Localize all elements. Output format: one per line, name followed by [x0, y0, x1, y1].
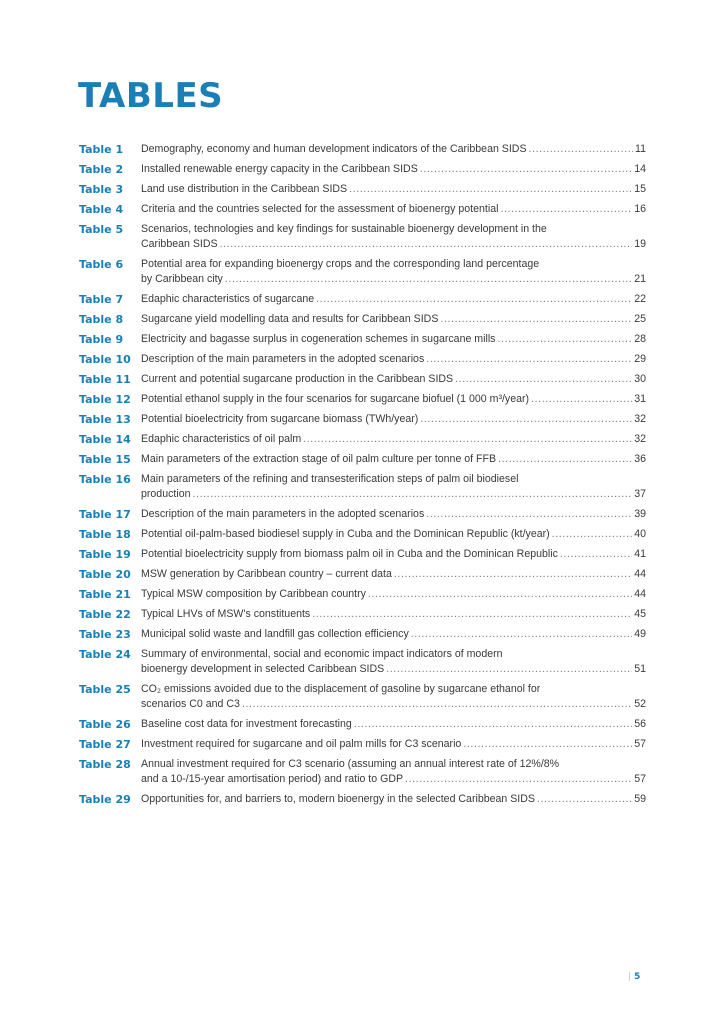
page-footer [628, 972, 640, 982]
page-ref: 25 [634, 313, 646, 325]
table-caption: Investment required for sugarcane and oil palm mills for C3 scenario [141, 738, 462, 750]
table-caption: Main parameters of the extraction stage of oil palm culture per tonne of FFB [141, 453, 497, 465]
toc-entry[interactable] [79, 162, 646, 177]
dot-leader [498, 452, 632, 467]
table-number: Table 23 [79, 628, 131, 641]
page-ref: 36 [634, 453, 646, 465]
table-number: Table 15 [79, 453, 131, 466]
dot-leader [394, 567, 632, 582]
page-ref: 19 [634, 238, 646, 250]
toc-entry[interactable] [79, 717, 646, 732]
page-ref: 14 [634, 163, 646, 175]
page-ref: 31 [634, 393, 646, 405]
table-number: Table 10 [79, 353, 131, 366]
table-caption: Potential area for expanding bioenergy crops and the corresponding land percentage [141, 258, 540, 270]
toc-entry[interactable] [79, 292, 646, 307]
table-number: Table 11 [79, 373, 131, 386]
table-caption: Caribbean SIDS [141, 238, 218, 250]
dot-leader [497, 332, 632, 347]
page-ref: 51 [634, 663, 646, 675]
table-number: Table 7 [79, 293, 124, 306]
page-ref: 28 [634, 333, 646, 345]
dot-leader [303, 432, 632, 447]
table-number: Table 26 [79, 718, 131, 731]
page-ref: 21 [634, 273, 646, 285]
table-caption: Potential bioelectricity from sugarcane biomass (TWh/year) [141, 413, 419, 425]
table-caption: and a 10-/15-year amortisation period) and ratio to GDP [141, 773, 404, 785]
toc-entry[interactable] [79, 352, 646, 367]
page-ref: 52 [634, 698, 646, 710]
page-ref: 40 [634, 528, 646, 540]
page-ref: 16 [634, 203, 646, 215]
table-caption: Land use distribution in the Caribbean SIDS [141, 183, 348, 195]
toc-entry[interactable] [79, 372, 646, 387]
page-ref: 56 [634, 718, 646, 730]
table-caption: Sugarcane yield modelling data and results for Caribbean SIDS [141, 313, 439, 325]
dot-leader [552, 527, 633, 542]
table-caption: by Caribbean city [141, 273, 223, 285]
page-ref: 32 [634, 433, 646, 445]
page-ref: 30 [634, 373, 646, 385]
table-caption: Criteria and the countries selected for the assessment of bioenergy potential [141, 203, 499, 215]
table-number: Table 27 [79, 738, 131, 751]
table-caption: Municipal solid waste and landfill gas collection efficiency [141, 628, 409, 640]
dot-leader [420, 412, 632, 427]
table-caption: Scenarios, technologies and key findings for sustainable bioenergy development in the [141, 223, 547, 235]
toc-entry[interactable] [79, 757, 646, 787]
toc-entry[interactable] [79, 202, 646, 217]
dot-leader [225, 272, 632, 287]
table-number: Table 22 [79, 608, 131, 621]
table-caption: scenarios C0 and C3 [141, 698, 240, 710]
dot-leader [463, 737, 632, 752]
dot-leader [386, 662, 632, 677]
toc-entry[interactable] [79, 737, 646, 752]
page-ref: 44 [634, 588, 646, 600]
page-ref: 11 [635, 143, 646, 155]
table-caption: production [141, 488, 191, 500]
table-caption: CO₂ emissions avoided due to the displacement of gasoline by sugarcane ethanol for [141, 683, 541, 695]
table-caption: Edaphic characteristics of sugarcane [141, 293, 315, 305]
toc-entry[interactable] [79, 547, 646, 562]
toc-entry[interactable] [79, 647, 646, 677]
dot-leader [531, 392, 632, 407]
table-number: Table 18 [79, 528, 131, 541]
table-caption: Potential ethanol supply in the four scenarios for sugarcane biofuel (1 000 m³/year) [141, 393, 530, 405]
toc-entry[interactable] [79, 182, 646, 197]
dot-leader [560, 547, 632, 562]
table-number: Table 29 [79, 793, 131, 806]
toc-entry[interactable] [79, 792, 646, 807]
dot-leader [349, 182, 632, 197]
toc-entry[interactable] [79, 142, 646, 157]
table-caption: Annual investment required for C3 scenario (assuming an annual interest rate of 12%/8% [141, 758, 560, 770]
toc-entry[interactable] [79, 587, 646, 602]
toc-entry[interactable] [79, 682, 646, 712]
table-caption: Potential oil-palm-based biodiesel supply in Cuba and the Dominican Republic (kt/year) [141, 528, 550, 540]
table-number: Table 25 [79, 683, 131, 696]
page-ref: 29 [634, 353, 646, 365]
toc-entry[interactable] [79, 432, 646, 447]
page-ref: 49 [634, 628, 646, 640]
page-ref: 15 [634, 183, 646, 195]
dot-leader [405, 772, 632, 787]
table-caption: Typical LHVs of MSW's constituents [141, 608, 311, 620]
dot-leader [312, 607, 632, 622]
table-caption: Typical MSW composition by Caribbean country [141, 588, 366, 600]
table-caption: MSW generation by Caribbean country – current data [141, 568, 392, 580]
table-number: Table 6 [79, 258, 124, 271]
table-number: Table 12 [79, 393, 131, 406]
dot-leader [537, 792, 632, 807]
toc-entry[interactable] [79, 627, 646, 642]
page-ref: 32 [634, 413, 646, 425]
table-number: Table 24 [79, 648, 131, 661]
page-number: 5 [634, 972, 641, 982]
dot-leader [455, 372, 632, 387]
tables-list [79, 142, 646, 812]
dot-leader [368, 587, 632, 602]
dot-leader [354, 717, 632, 732]
page-ref: 57 [634, 738, 646, 750]
table-number: Table 3 [79, 183, 124, 196]
table-caption: Installed renewable energy capacity in the Caribbean SIDS [141, 163, 418, 175]
page-ref: 37 [634, 488, 646, 500]
toc-entry[interactable] [79, 312, 646, 327]
toc-entry[interactable] [79, 472, 646, 502]
dot-leader [440, 312, 632, 327]
table-number: Table 13 [79, 413, 131, 426]
dot-leader [316, 292, 632, 307]
dot-leader [426, 507, 632, 522]
page-ref: 39 [634, 508, 646, 520]
page-title: TABLES [78, 76, 224, 116]
table-number: Table 5 [79, 223, 124, 236]
toc-entry[interactable] [79, 257, 646, 287]
table-number: Table 16 [79, 473, 131, 486]
dot-leader [426, 352, 632, 367]
table-number: Table 8 [79, 313, 124, 326]
table-caption: Baseline cost data for investment forecasting [141, 718, 352, 730]
page-ref: 44 [634, 568, 646, 580]
table-number: Table 9 [79, 333, 124, 346]
table-caption: Demography, economy and human development indicators of the Caribbean SIDS [141, 143, 527, 155]
toc-entry[interactable] [79, 332, 646, 347]
footer-divider: | [628, 972, 632, 982]
dot-leader [242, 697, 632, 712]
dot-leader [420, 162, 632, 177]
table-caption: bioenergy development in selected Caribbean SIDS [141, 663, 385, 675]
toc-entry[interactable] [79, 607, 646, 622]
dot-leader [220, 237, 633, 252]
table-caption: Opportunities for, and barriers to, modern bioenergy in the selected Caribbean SIDS [141, 793, 535, 805]
page-ref: 22 [634, 293, 646, 305]
toc-entry[interactable] [79, 222, 646, 252]
toc-entry[interactable] [79, 452, 646, 467]
page-ref: 57 [634, 773, 646, 785]
table-caption: Electricity and bagasse surplus in cogeneration schemes in sugarcane mills [141, 333, 496, 345]
toc-entry[interactable] [79, 567, 646, 582]
table-number: Table 20 [79, 568, 131, 581]
toc-entry[interactable] [79, 507, 646, 522]
dot-leader [529, 142, 633, 157]
toc-entry[interactable] [79, 527, 646, 542]
table-caption: Description of the main parameters in the adopted scenarios [141, 508, 425, 520]
page-ref: 41 [634, 548, 646, 560]
table-caption: Description of the main parameters in the adopted scenarios [141, 353, 425, 365]
table-number: Table 17 [79, 508, 131, 521]
table-caption: Summary of environmental, social and economic impact indicators of modern [141, 648, 503, 660]
table-caption: Edaphic characteristics of oil palm [141, 433, 302, 445]
table-number: Table 28 [79, 758, 131, 771]
table-number: Table 4 [79, 203, 124, 216]
table-number: Table 14 [79, 433, 131, 446]
page-ref: 45 [634, 608, 646, 620]
table-caption: Main parameters of the refining and transesterification steps of palm oil biodiesel [141, 473, 519, 485]
toc-entry[interactable] [79, 392, 646, 407]
dot-leader [192, 487, 632, 502]
table-number: Table 2 [79, 163, 124, 176]
table-number: Table 21 [79, 588, 131, 601]
table-caption: Potential bioelectricity supply from biomass palm oil in Cuba and the Dominican Republic [141, 548, 558, 560]
table-number: Table 1 [79, 143, 124, 156]
table-caption: Current and potential sugarcane production in the Caribbean SIDS [141, 373, 454, 385]
dot-leader [500, 202, 632, 217]
dot-leader [411, 627, 632, 642]
table-number: Table 19 [79, 548, 131, 561]
toc-entry[interactable] [79, 412, 646, 427]
page-ref: 59 [634, 793, 646, 805]
